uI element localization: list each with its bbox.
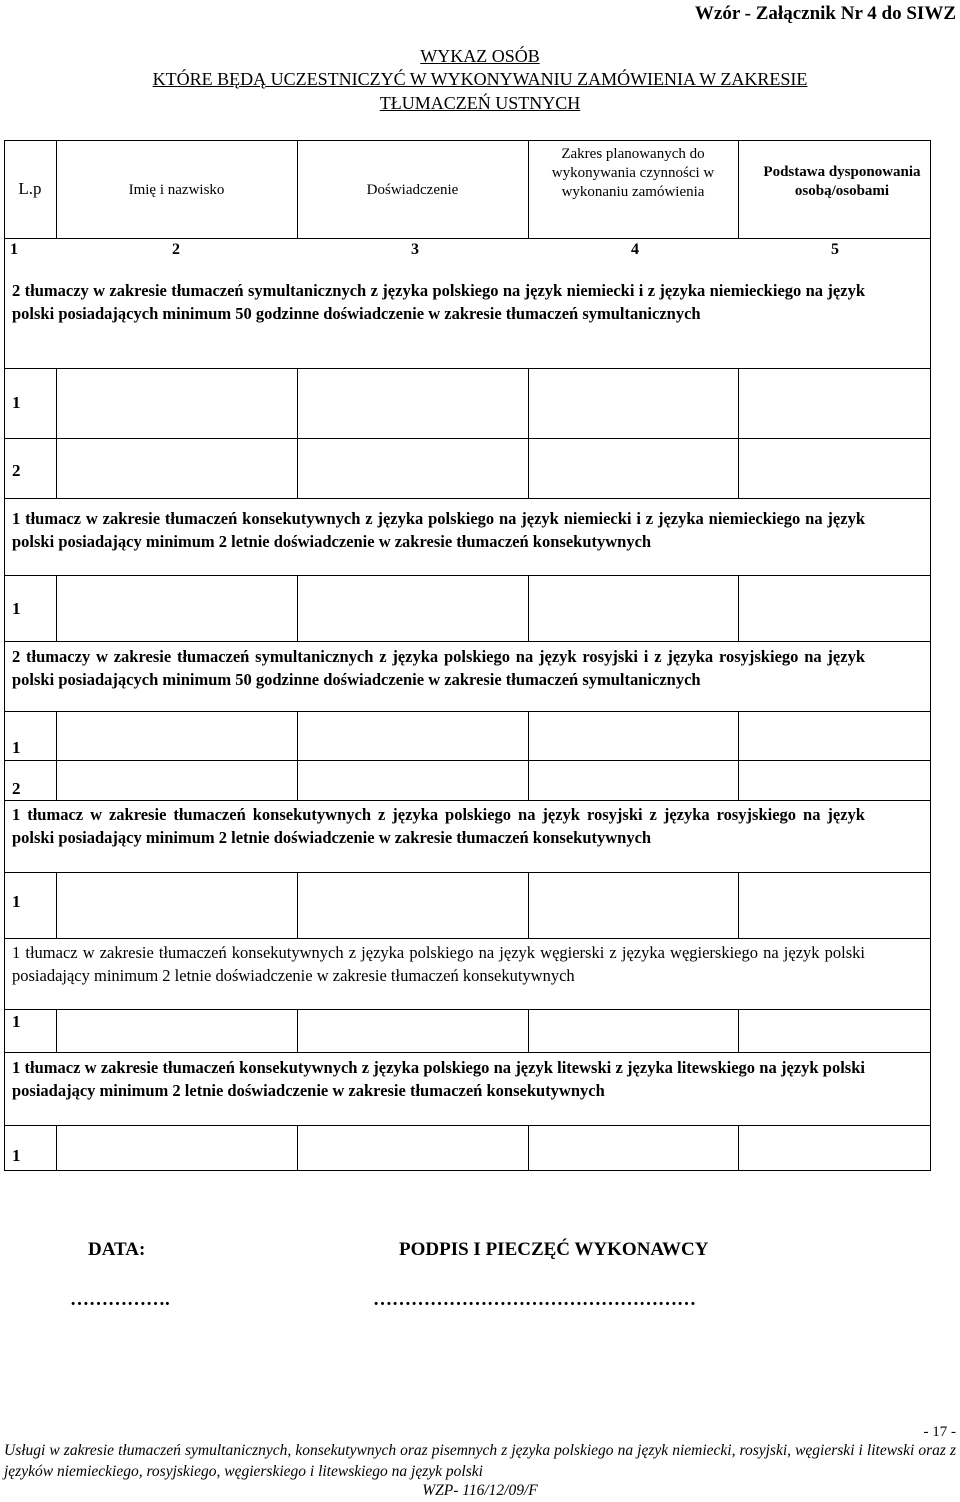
header-scope: Zakres planowanych do wykonywania czynności w wykonaniu zamówienia — [551, 146, 715, 200]
annex-label: Wzór - Załącznik Nr 4 do SIWZ — [694, 3, 956, 24]
column-number: 2 — [172, 241, 180, 258]
row-number: 1 — [12, 1012, 21, 1031]
column-number: 5 — [831, 241, 839, 258]
date-label: DATA: — [88, 1239, 146, 1260]
column-number: 4 — [631, 241, 639, 258]
signature-field-dots: …………………………………………… — [373, 1289, 696, 1310]
row-number: 1 — [12, 892, 21, 911]
document-title-line2: KTÓRE BĘDĄ UCZESTNICZYĆ W WYKONYWANIU ZAMÓWIENIA W ZAKRESIE — [152, 69, 808, 89]
document-title-line3: TŁUMACZEŃ USTNYCH — [379, 93, 581, 113]
section-description: 1 tłumacz w zakresie tłumaczeń konsekutywnych z języka polskiego na język rosyjski z języka rosyjskiego na język polski posiadający minimum 2 letnie doświadczenie w zakresie tłumaczeń konsekutywnych — [12, 805, 865, 847]
document-title-line1: WYKAZ OSÓB — [420, 46, 540, 66]
footer-reference: WZP- 116/12/09/F — [422, 1482, 538, 1499]
section-description: 1 tłumacz w zakresie tłumaczeń konsekutywnych z języka polskiego na język litewski z języka litewskiego na język polski posiadający minimum 2 letnie doświadczenie w zakresie tłumaczeń konsekutywnych — [12, 1058, 865, 1100]
header-name: Imię i nazwisko — [128, 182, 225, 198]
date-field-dots: ……………. — [70, 1289, 170, 1310]
section-description: 2 tłumaczy w zakresie tłumaczeń symultanicznych z języka polskiego na język rosyjski i z języka rosyjskiego na język polski posiadających minimum 50 godzinne doświadczenie w zakresie tłumaczeń symultanicznych — [12, 647, 865, 689]
row-number: 1 — [12, 599, 21, 618]
row-number: 1 — [12, 393, 21, 412]
header-experience: Doświadczenie — [366, 182, 459, 198]
row-number: 1 — [12, 738, 21, 757]
page-number: - 17 - — [923, 1424, 956, 1440]
header-lp: L.p — [18, 179, 42, 198]
header-basis: Podstawa dysponowania osobą/osobami — [763, 164, 921, 199]
section-description: 1 tłumacz w zakresie tłumaczeń konsekutywnych z języka polskiego na język niemiecki i z języka niemieckiego na język polski posiadający minimum 2 letnie doświadczenie w zakresie tłumaczeń konsekutywnych — [12, 509, 865, 551]
row-number: 2 — [12, 779, 21, 798]
section-description: 1 tłumacz w zakresie tłumaczeń konsekutywnych z języka polskiego na język węgierski z języka węgierskiego na język polski posiadający minimum 2 letnie doświadczenie w zakresie tłumaczeń konsekutywnych — [12, 943, 865, 985]
column-number: 3 — [411, 241, 419, 258]
row-number: 2 — [12, 461, 21, 480]
footer-description: Usługi w zakresie tłumaczeń symultanicznych, konsekutywnych oraz pisemnych z języka polskiego na język niemiecki, rosyjski, węgierski i litewski oraz z języków niemieckiego, rosyjskiego, węgierskiego i litewskiego na język polski — [4, 1442, 956, 1480]
section-description: 2 tłumaczy w zakresie tłumaczeń symultanicznych z języka polskiego na język niemiecki i z języka niemieckiego na język polski posiadających minimum 50 godzinne doświadczenie w zakresie tłumaczeń symultanicznych — [12, 281, 865, 323]
signature-label: PODPIS I PIECZĘĆ WYKONAWCY — [399, 1239, 709, 1260]
row-number: 1 — [12, 1146, 21, 1165]
column-number: 1 — [10, 241, 18, 258]
